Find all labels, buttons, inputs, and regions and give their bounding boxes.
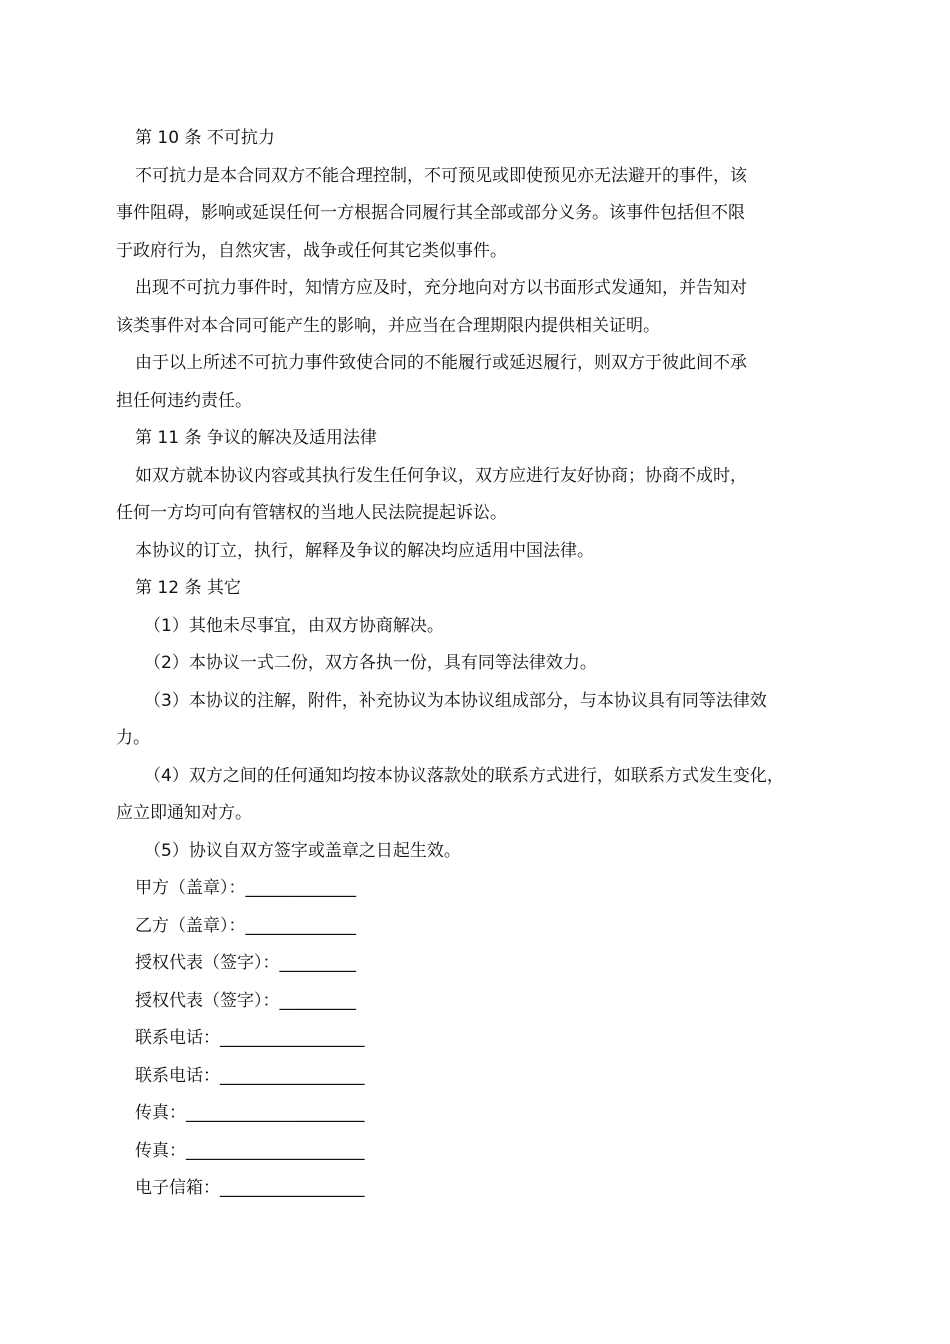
signature-label: 乙方（盖章）： bbox=[135, 915, 246, 936]
paragraph-line: （1）其他未尽事宜，由双方协商解决。 bbox=[144, 615, 444, 636]
paragraph-line: 不可抗力是本合同双方不能合理控制，不可预见或即使预见亦无法避开的事件，该 bbox=[135, 165, 747, 186]
paragraph-line: 如双方就本协议内容或其执行发生任何争议，双方应进行友好协商；协商不成时， bbox=[135, 465, 747, 486]
paragraph-line: （5）协议自双方签字或盖章之日起生效。 bbox=[144, 840, 461, 861]
signature-blank-line: _________________ bbox=[220, 1178, 365, 1198]
signature-row bbox=[116, 1095, 850, 1133]
signature-blank-line: _________________ bbox=[220, 1028, 365, 1048]
paragraph-line: 该类事件对本合同可能产生的影响，并应当在合理期限内提供相关证明。 bbox=[116, 315, 660, 336]
paragraph-line: 应立即通知对方。 bbox=[116, 803, 252, 823]
signature-label: 联系电话： bbox=[135, 1028, 220, 1048]
paragraph-line: 于政府行为，自然灾害，战争或任何其它类似事件。 bbox=[116, 240, 507, 261]
signature-row bbox=[116, 983, 850, 1021]
article-heading: 第 11 条 争议的解决及适用法律 bbox=[135, 428, 377, 448]
paragraph-line: 本协议的订立，执行，解释及争议的解决均应适用中国法律。 bbox=[135, 540, 594, 561]
paragraph-line: 任何一方均可向有管辖权的当地人民法院提起诉讼。 bbox=[116, 503, 507, 523]
paragraph-line: 出现不可抗力事件时，知情方应及时，充分地向对方以书面形式发通知，并告知对 bbox=[135, 278, 747, 298]
signature-row bbox=[116, 1133, 850, 1171]
signature-row bbox=[116, 1058, 850, 1096]
signature-label: 传真： bbox=[135, 1103, 186, 1123]
signature-blank-line: _________ bbox=[279, 953, 356, 973]
signature-row bbox=[116, 945, 850, 983]
signature-blank-line: _____________ bbox=[245, 915, 356, 936]
signature-label: 授权代表（签字）： bbox=[135, 953, 280, 973]
document-body bbox=[116, 120, 850, 870]
signature-blank-line: _________ bbox=[279, 990, 356, 1011]
signature-row bbox=[116, 1020, 850, 1058]
paragraph-line: 力。 bbox=[116, 728, 150, 748]
signature-blank-line: _____________________ bbox=[186, 1103, 365, 1123]
signature-label: 传真： bbox=[135, 1140, 186, 1161]
paragraph-line: 事件阻碍，影响或延误任何一方根据合同履行其全部或部分义务。该事件包括但不限 bbox=[116, 203, 745, 223]
article-heading: 第 12 条 其它 bbox=[135, 578, 241, 598]
signature-blank-line: _____________________ bbox=[186, 1140, 365, 1161]
signature-row bbox=[116, 1170, 850, 1208]
signature-row bbox=[116, 870, 850, 908]
signature-label: 联系电话： bbox=[135, 1065, 220, 1086]
signature-label: 电子信箱： bbox=[135, 1178, 220, 1198]
signature-blank-line: _________________ bbox=[220, 1065, 365, 1086]
signature-blank-line: _____________ bbox=[245, 878, 356, 898]
paragraph-line: 由于以上所述不可抗力事件致使合同的不能履行或延迟履行，则双方于彼此间不承 bbox=[135, 353, 747, 373]
signature-label: 甲方（盖章）： bbox=[135, 878, 246, 898]
signature-row bbox=[116, 908, 850, 946]
paragraph-line: （4）双方之间的任何通知均按本协议落款处的联系方式进行，如联系方式发生变化， bbox=[144, 765, 784, 786]
paragraph-line: 担任何违约责任。 bbox=[116, 390, 252, 411]
paragraph-line: （3）本协议的注解，附件，补充协议为本协议组成部分，与本协议具有同等法律效 bbox=[144, 690, 767, 711]
paragraph-line: （2）本协议一式二份，双方各执一份，具有同等法律效力。 bbox=[144, 653, 597, 673]
article-heading: 第 10 条 不可抗力 bbox=[135, 128, 275, 148]
signature-label: 授权代表（签字）： bbox=[135, 990, 280, 1011]
signature-block bbox=[116, 870, 850, 1208]
